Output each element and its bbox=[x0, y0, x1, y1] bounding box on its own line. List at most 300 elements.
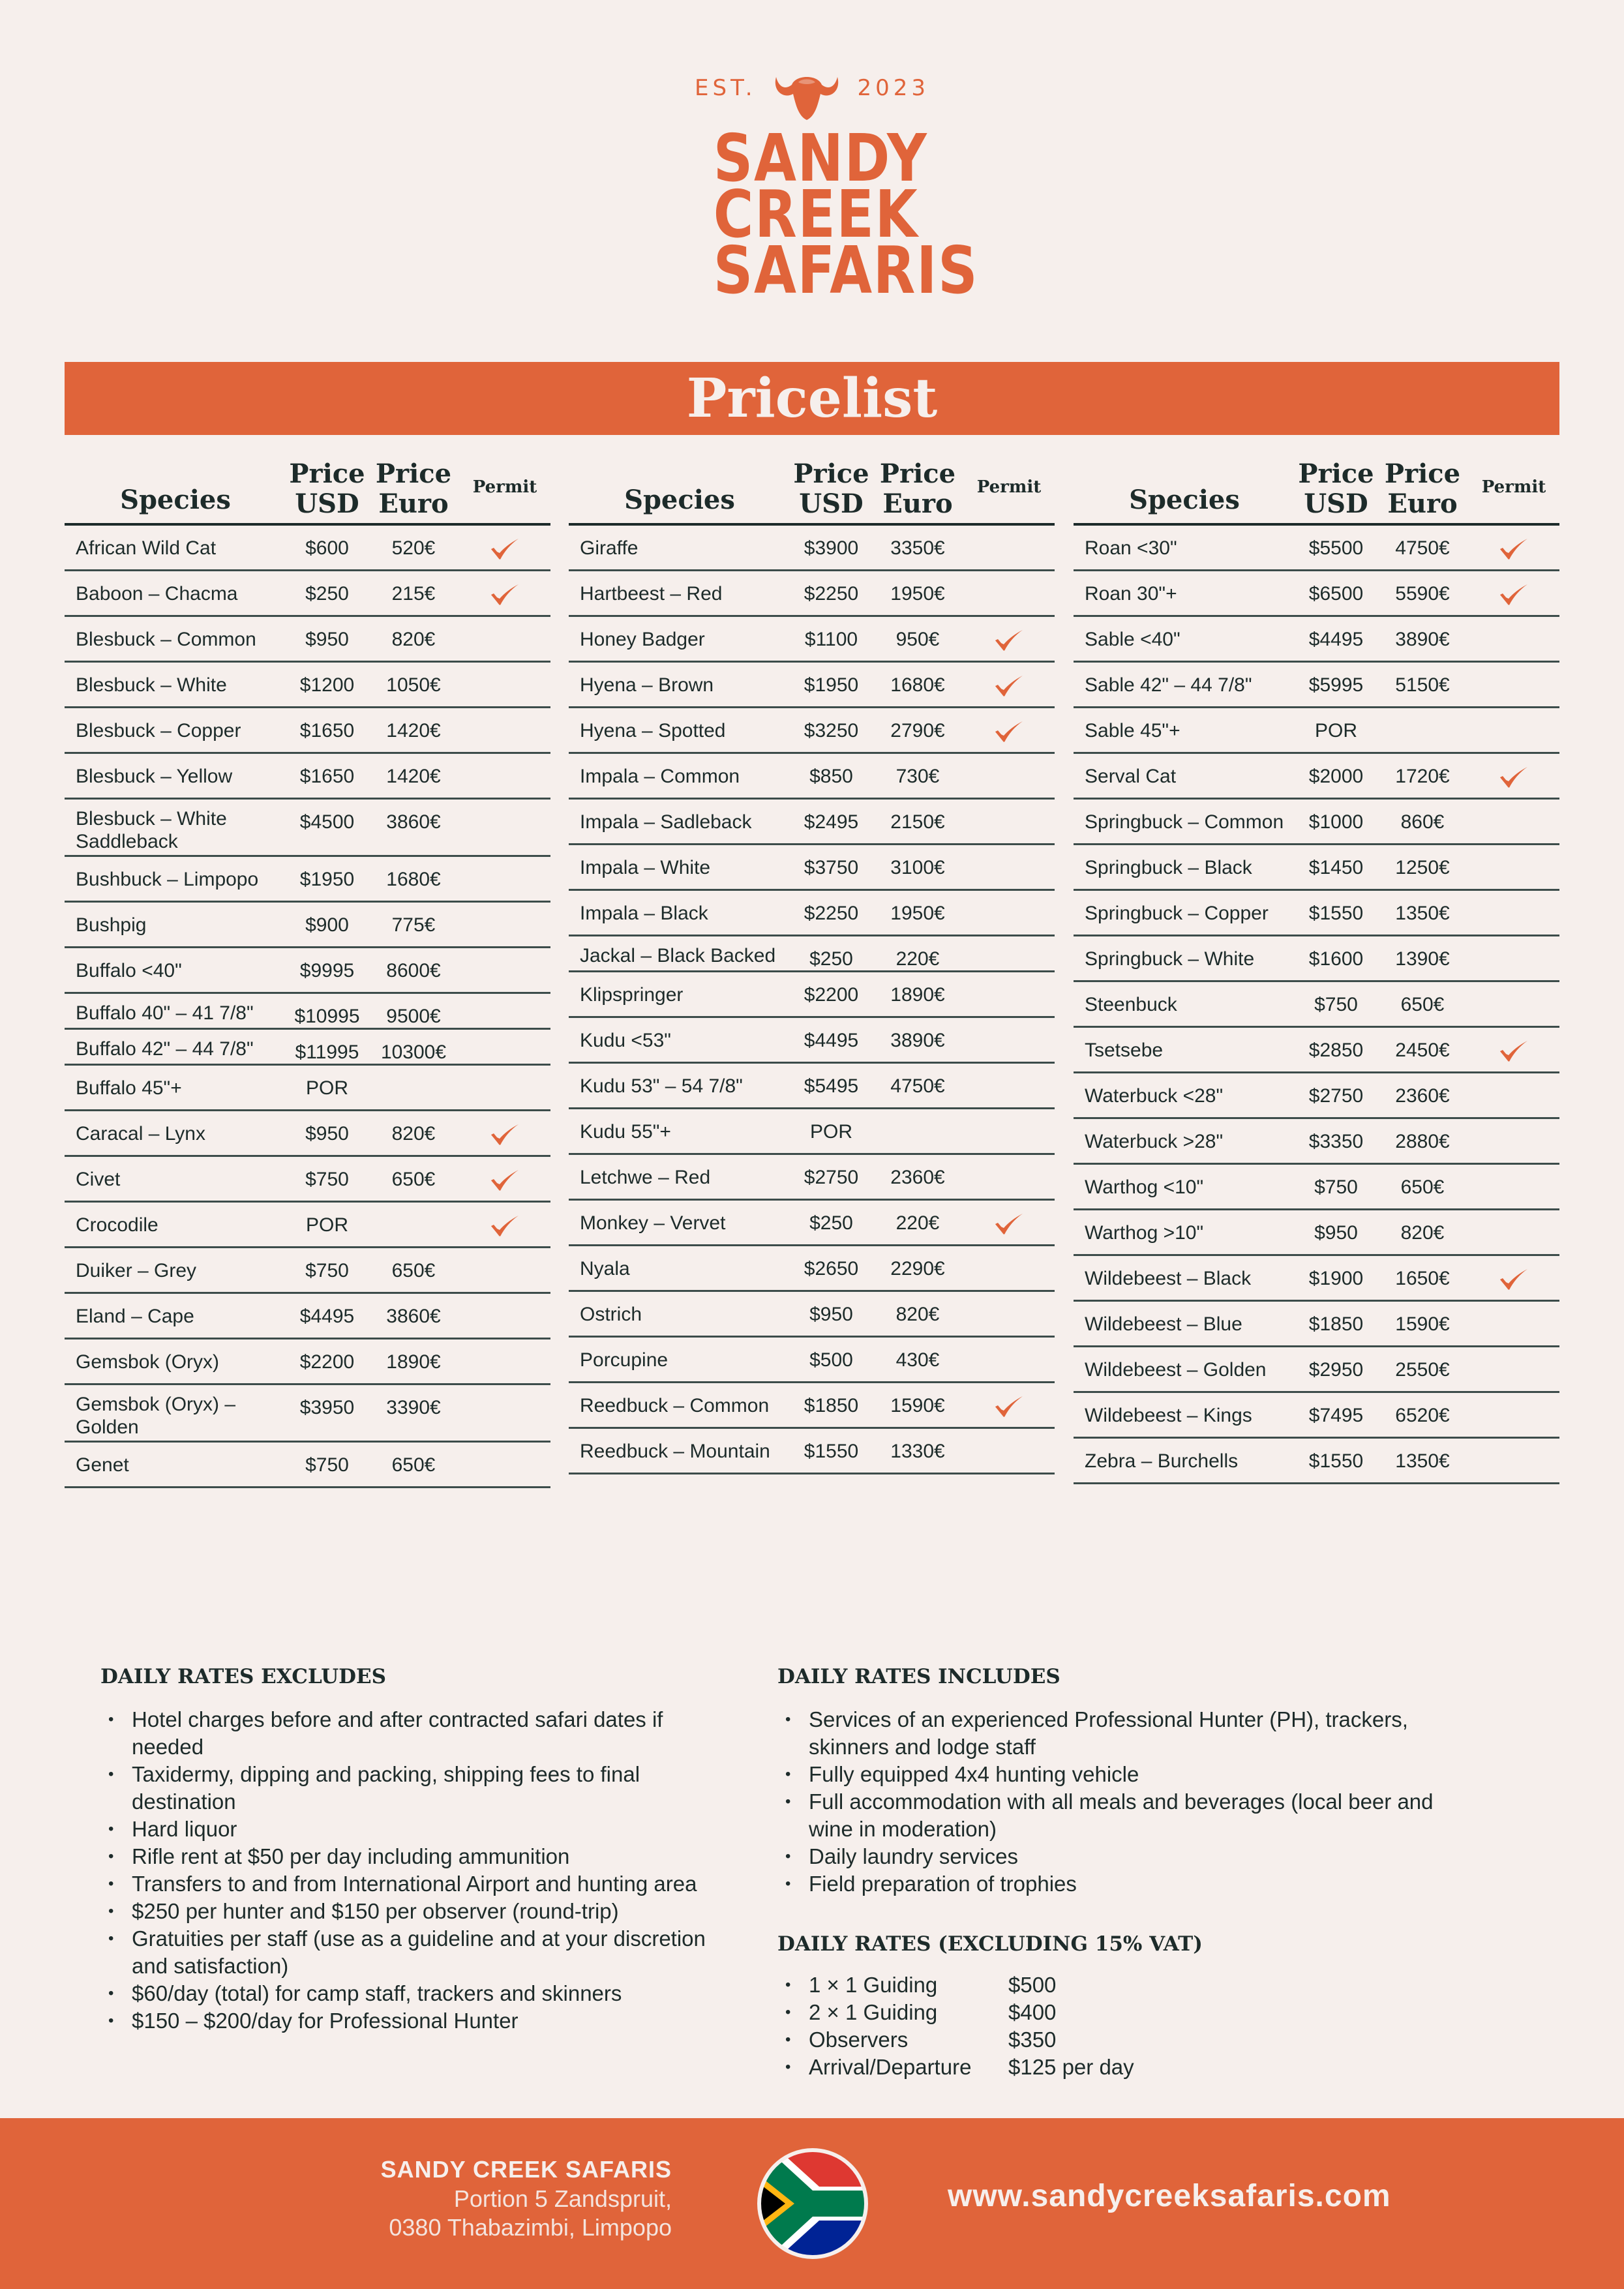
species-cell: Wildebeest – Black bbox=[1085, 1268, 1252, 1289]
permit-cell bbox=[963, 1064, 1055, 1107]
usd-cell: $1650 bbox=[299, 720, 355, 741]
euro-cell: 1680€ bbox=[890, 674, 945, 696]
permit-header: Permit bbox=[1481, 477, 1546, 497]
permit-check-icon bbox=[1499, 1268, 1529, 1293]
table-row bbox=[569, 617, 1055, 663]
table-row bbox=[65, 1248, 550, 1294]
species-cell: Warthog >10" bbox=[1085, 1222, 1204, 1244]
rate-value: $400 bbox=[1008, 2000, 1057, 2024]
euro-cell: 8600€ bbox=[386, 960, 441, 981]
permit-cell bbox=[1468, 800, 1559, 843]
rate-item bbox=[777, 2026, 1134, 2054]
permit-cell bbox=[1468, 1393, 1559, 1437]
species-cell: Serval Cat bbox=[1085, 766, 1177, 787]
species-cell: Impala – Common bbox=[580, 766, 740, 787]
table-row bbox=[65, 903, 550, 948]
usd-cell: $600 bbox=[305, 537, 349, 559]
permit-cell bbox=[963, 1018, 1055, 1062]
rate-label: • Arrival/Departure bbox=[809, 2055, 972, 2079]
usd-cell: $1850 bbox=[1308, 1313, 1364, 1335]
species-cell: Letchwe – Red bbox=[580, 1167, 711, 1188]
species-cell: Waterbuck >28" bbox=[1085, 1131, 1224, 1152]
permit-cell bbox=[963, 1246, 1055, 1290]
pricelist-banner: Pricelist bbox=[65, 362, 1559, 435]
table-row bbox=[65, 571, 550, 617]
table-row bbox=[1074, 571, 1559, 617]
euro-cell: 3860€ bbox=[386, 1306, 441, 1327]
table-row bbox=[65, 800, 550, 857]
usd-cell: $10995 bbox=[294, 1006, 360, 1027]
usd-cell: $9995 bbox=[299, 960, 355, 981]
euro-cell: 10300€ bbox=[380, 1041, 447, 1063]
euro-cell: 1890€ bbox=[890, 984, 945, 1006]
usd-cell: $1550 bbox=[804, 1441, 859, 1462]
species-cell: Roan 30"+ bbox=[1085, 583, 1177, 605]
permit-cell bbox=[1468, 663, 1559, 706]
euro-cell: 1350€ bbox=[1395, 1450, 1450, 1472]
permit-check-icon bbox=[490, 583, 520, 608]
usd-cell: $3250 bbox=[804, 720, 859, 741]
species-cell: Reedbuck – Mountain bbox=[580, 1441, 770, 1462]
table-row bbox=[569, 1155, 1055, 1201]
table-row bbox=[1074, 1256, 1559, 1302]
euro-cell: 4750€ bbox=[890, 1075, 945, 1097]
usd-cell: $2750 bbox=[1308, 1085, 1364, 1107]
euro-cell: 1350€ bbox=[1395, 903, 1450, 924]
table-row bbox=[569, 891, 1055, 936]
table-row bbox=[65, 948, 550, 994]
species-cell: Crocodile bbox=[76, 1214, 158, 1236]
species-header: Species bbox=[1129, 485, 1240, 515]
usd-cell: $2000 bbox=[1308, 766, 1364, 787]
permit-check-icon bbox=[994, 629, 1024, 653]
table-row bbox=[569, 708, 1055, 754]
permit-cell bbox=[1468, 571, 1559, 615]
table-row bbox=[1074, 1210, 1559, 1256]
usd-header: Price USD bbox=[793, 458, 869, 519]
table-row bbox=[65, 1030, 550, 1066]
euro-cell: 650€ bbox=[391, 1260, 436, 1281]
species-cell: Civet bbox=[76, 1169, 121, 1190]
species-cell: Springbuck – Common bbox=[1085, 811, 1284, 833]
permit-check-icon bbox=[490, 537, 520, 562]
euro-cell: 1390€ bbox=[1395, 948, 1450, 970]
species-cell: Roan <30" bbox=[1085, 537, 1177, 559]
permit-cell bbox=[1468, 1347, 1559, 1391]
rate-value: $350 bbox=[1008, 2027, 1057, 2052]
euro-cell: 1420€ bbox=[386, 766, 441, 787]
usd-cell: $250 bbox=[305, 583, 349, 605]
permit-cell bbox=[459, 857, 550, 901]
species-cell: Tsetsebe bbox=[1085, 1040, 1164, 1061]
table-row bbox=[569, 1109, 1055, 1155]
table-row bbox=[1074, 617, 1559, 663]
species-cell: Nyala bbox=[580, 1258, 630, 1279]
table-row bbox=[1074, 936, 1559, 982]
usd-cell: POR bbox=[809, 1121, 852, 1143]
permit-cell bbox=[459, 1294, 550, 1338]
permit-check-icon bbox=[490, 1169, 520, 1193]
table-row bbox=[65, 663, 550, 708]
footer-company-name: SANDY CREEK SAFARIS bbox=[380, 2156, 672, 2183]
includes-item: • Services of an experienced Professional Hunter (PH), trackers, skinners and lodge staff bbox=[777, 1706, 1469, 1761]
permit-cell bbox=[963, 754, 1055, 798]
rates-list bbox=[777, 1971, 1134, 2081]
euro-cell: 650€ bbox=[391, 1454, 436, 1476]
permit-cell bbox=[963, 936, 1055, 970]
permit-cell bbox=[963, 1201, 1055, 1244]
euro-cell: 1590€ bbox=[1395, 1313, 1450, 1335]
usd-cell: $2750 bbox=[804, 1167, 859, 1188]
includes-item: • Daily laundry services bbox=[777, 1843, 1469, 1870]
permit-cell bbox=[1468, 1302, 1559, 1345]
permit-cell bbox=[1468, 845, 1559, 889]
euro-cell: 2450€ bbox=[1395, 1040, 1450, 1061]
table-row bbox=[1074, 1119, 1559, 1165]
species-cell: Impala – Sadleback bbox=[580, 811, 752, 833]
excludes-item: • Hotel charges before and after contracted safari dates if needed bbox=[100, 1706, 727, 1761]
euro-cell: 1890€ bbox=[386, 1351, 441, 1373]
usd-cell: $1650 bbox=[299, 766, 355, 787]
permit-cell bbox=[459, 1339, 550, 1383]
usd-cell: $2200 bbox=[299, 1351, 355, 1373]
species-cell: Ostrich bbox=[580, 1304, 642, 1325]
euro-cell: 520€ bbox=[391, 537, 436, 559]
rate-value: $125 per day bbox=[1008, 2055, 1134, 2079]
rate-item bbox=[777, 1999, 1134, 2026]
table-header bbox=[65, 456, 550, 526]
euro-cell: 1590€ bbox=[890, 1395, 945, 1416]
table-row bbox=[569, 1292, 1055, 1338]
table-row bbox=[65, 754, 550, 800]
permit-cell bbox=[963, 526, 1055, 569]
species-header: Species bbox=[624, 485, 735, 515]
euro-cell bbox=[368, 1066, 459, 1109]
table-row bbox=[1074, 982, 1559, 1028]
rate-item bbox=[777, 1971, 1134, 1999]
table-row bbox=[65, 526, 550, 571]
usd-cell: $4495 bbox=[299, 1306, 355, 1327]
euro-cell: 950€ bbox=[895, 629, 940, 650]
euro-cell: 5590€ bbox=[1395, 583, 1450, 605]
excludes-heading: DAILY RATES EXCLUDES bbox=[100, 1665, 387, 1688]
euro-cell: 2150€ bbox=[890, 811, 945, 833]
species-cell: Jackal – Black Backed bbox=[580, 945, 776, 966]
euro-header: Price Euro bbox=[1384, 458, 1461, 519]
euro-cell: 2790€ bbox=[890, 720, 945, 741]
euro-cell: 1330€ bbox=[890, 1441, 945, 1462]
table-row bbox=[1074, 663, 1559, 708]
usd-cell: $1450 bbox=[1308, 857, 1364, 878]
table-row bbox=[1074, 1073, 1559, 1119]
permit-check-icon bbox=[994, 1212, 1024, 1237]
usd-cell: $4500 bbox=[299, 811, 355, 833]
usd-cell: $1000 bbox=[1308, 811, 1364, 833]
table-row bbox=[65, 1339, 550, 1385]
usd-cell: $500 bbox=[809, 1349, 853, 1371]
permit-cell bbox=[1468, 1439, 1559, 1482]
usd-cell: POR bbox=[1314, 720, 1357, 741]
usd-cell: $6500 bbox=[1308, 583, 1364, 605]
euro-cell: 3860€ bbox=[386, 811, 441, 833]
usd-cell: $1550 bbox=[1308, 903, 1364, 924]
euro-header: Price Euro bbox=[879, 458, 956, 519]
species-cell: Warthog <10" bbox=[1085, 1176, 1204, 1198]
permit-cell bbox=[963, 1429, 1055, 1473]
table-row bbox=[1074, 1302, 1559, 1347]
species-cell: Hyena – Spotted bbox=[580, 720, 726, 741]
table-row bbox=[1074, 800, 1559, 845]
usd-cell: $5500 bbox=[1308, 537, 1364, 559]
usd-cell: $1950 bbox=[299, 869, 355, 890]
usd-cell: $2850 bbox=[1308, 1040, 1364, 1061]
euro-cell: 4750€ bbox=[1395, 537, 1450, 559]
permit-cell bbox=[459, 708, 550, 752]
species-cell: Bushpig bbox=[76, 914, 147, 936]
euro-cell: 775€ bbox=[391, 914, 436, 936]
species-cell: Hartbeest – Red bbox=[580, 583, 723, 605]
table-row bbox=[65, 1111, 550, 1157]
permit-cell bbox=[459, 903, 550, 946]
includes-heading: DAILY RATES INCLUDES bbox=[777, 1665, 1060, 1688]
table-row bbox=[65, 708, 550, 754]
footer-address-line-1: Portion 5 Zandspruit, bbox=[453, 2185, 672, 2212]
euro-cell: 220€ bbox=[895, 948, 940, 970]
species-cell: Gemsbok (Oryx) – Golden bbox=[76, 1394, 236, 1438]
species-cell: Kudu <53" bbox=[580, 1030, 671, 1051]
table-row bbox=[569, 1338, 1055, 1383]
permit-cell bbox=[459, 1066, 550, 1109]
species-cell: Klipspringer bbox=[580, 984, 684, 1006]
euro-cell: 730€ bbox=[895, 766, 940, 787]
usd-cell: $3750 bbox=[804, 857, 859, 878]
table-row bbox=[1074, 845, 1559, 891]
excludes-item: • $150 – $200/day for Professional Hunter bbox=[100, 2007, 727, 2035]
usd-cell: $3950 bbox=[299, 1397, 355, 1418]
permit-cell bbox=[1468, 891, 1559, 935]
table-row bbox=[569, 1429, 1055, 1474]
usd-cell: $750 bbox=[305, 1260, 349, 1281]
usd-cell: $1550 bbox=[1308, 1450, 1364, 1472]
permit-cell bbox=[1468, 1210, 1559, 1254]
permit-cell bbox=[459, 663, 550, 706]
species-cell: Eland – Cape bbox=[76, 1306, 194, 1327]
permit-cell bbox=[459, 526, 550, 569]
euro-cell: 820€ bbox=[391, 1123, 436, 1144]
usd-cell: $250 bbox=[809, 1212, 853, 1234]
permit-cell bbox=[963, 1383, 1055, 1427]
species-cell: Wildebeest – Golden bbox=[1085, 1359, 1267, 1381]
usd-cell: POR bbox=[305, 1214, 348, 1236]
table-header bbox=[1074, 456, 1559, 526]
rate-item bbox=[777, 2054, 1134, 2081]
table-row bbox=[1074, 708, 1559, 754]
euro-cell: 3100€ bbox=[890, 857, 945, 878]
euro-cell: 1680€ bbox=[386, 869, 441, 890]
permit-cell bbox=[1468, 754, 1559, 798]
includes-item: • Fully equipped 4x4 hunting vehicle bbox=[777, 1761, 1469, 1788]
euro-cell: 2550€ bbox=[1395, 1359, 1450, 1381]
excludes-list bbox=[100, 1706, 727, 2035]
euro-cell bbox=[1377, 708, 1468, 752]
permit-cell bbox=[459, 1157, 550, 1201]
permit-cell bbox=[963, 845, 1055, 889]
permit-cell bbox=[963, 708, 1055, 752]
species-cell: Porcupine bbox=[580, 1349, 669, 1371]
euro-cell: 3890€ bbox=[1395, 629, 1450, 650]
euro-cell: 860€ bbox=[1400, 811, 1445, 833]
logo bbox=[695, 55, 979, 308]
species-cell: Gemsbok (Oryx) bbox=[76, 1351, 220, 1373]
price-table-2 bbox=[569, 456, 1055, 1474]
euro-cell: 6520€ bbox=[1395, 1405, 1450, 1426]
species-cell: Buffalo <40" bbox=[76, 960, 182, 981]
logo-wordmark-line-3: SAFARIS bbox=[713, 232, 979, 308]
species-cell: Springbuck – Black bbox=[1085, 857, 1252, 878]
usd-cell: $2495 bbox=[804, 811, 859, 833]
table-row bbox=[569, 936, 1055, 972]
species-cell: Wildebeest – Kings bbox=[1085, 1405, 1252, 1426]
table-row bbox=[1074, 526, 1559, 571]
footer bbox=[0, 2118, 1624, 2289]
species-cell: Honey Badger bbox=[580, 629, 705, 650]
table-row bbox=[65, 1385, 550, 1443]
species-cell: Impala – White bbox=[580, 857, 711, 878]
permit-check-icon bbox=[1499, 537, 1529, 562]
table-row bbox=[1074, 1165, 1559, 1210]
table-row bbox=[65, 617, 550, 663]
species-cell: Sable 45"+ bbox=[1085, 720, 1180, 741]
table-row bbox=[1074, 1393, 1559, 1439]
usd-cell: $1900 bbox=[1308, 1268, 1364, 1289]
euro-cell: 2290€ bbox=[890, 1258, 945, 1279]
species-cell: Kudu 53" – 54 7/8" bbox=[580, 1075, 743, 1097]
euro-cell: 1720€ bbox=[1395, 766, 1450, 787]
permit-check-icon bbox=[1499, 766, 1529, 790]
table-row bbox=[65, 857, 550, 903]
usd-cell: $950 bbox=[1314, 1222, 1358, 1244]
euro-cell bbox=[872, 1109, 963, 1153]
euro-cell: 5150€ bbox=[1395, 674, 1450, 696]
permit-cell bbox=[963, 617, 1055, 661]
permit-check-icon bbox=[490, 1214, 520, 1239]
euro-cell bbox=[368, 1203, 459, 1246]
usd-cell: $950 bbox=[809, 1304, 853, 1325]
species-cell: Blesbuck – Common bbox=[76, 629, 256, 650]
usd-cell: $5995 bbox=[1308, 674, 1364, 696]
usd-cell: $11995 bbox=[295, 1041, 359, 1063]
usd-cell: $2250 bbox=[804, 903, 859, 924]
permit-cell bbox=[459, 994, 550, 1028]
table-row bbox=[1074, 754, 1559, 800]
euro-cell: 1650€ bbox=[1395, 1268, 1450, 1289]
species-cell: Kudu 55"+ bbox=[580, 1121, 671, 1143]
permit-cell bbox=[459, 1203, 550, 1246]
permit-cell bbox=[963, 972, 1055, 1016]
buffalo-head-icon bbox=[771, 65, 843, 124]
euro-cell: 9500€ bbox=[386, 1006, 441, 1027]
usd-cell: $850 bbox=[809, 766, 853, 787]
species-cell: Duiker – Grey bbox=[76, 1260, 197, 1281]
species-cell: Hyena – Brown bbox=[580, 674, 714, 696]
usd-cell: $750 bbox=[305, 1454, 349, 1476]
permit-cell bbox=[459, 1248, 550, 1292]
table-row bbox=[569, 1064, 1055, 1109]
species-cell: Waterbuck <28" bbox=[1085, 1085, 1224, 1107]
table-row bbox=[569, 754, 1055, 800]
usd-cell: $5495 bbox=[804, 1075, 859, 1097]
table-row bbox=[65, 1443, 550, 1488]
logo-wordmark-line-2: CREEK bbox=[713, 176, 919, 252]
permit-cell bbox=[963, 663, 1055, 706]
species-cell: Monkey – Vervet bbox=[580, 1212, 726, 1234]
permit-cell bbox=[1468, 1165, 1559, 1208]
footer-website-link[interactable]: www.sandycreeksafaris.com bbox=[948, 2179, 1391, 2213]
euro-cell: 820€ bbox=[1400, 1222, 1445, 1244]
euro-header: Price Euro bbox=[375, 458, 452, 519]
usd-header: Price USD bbox=[289, 458, 365, 519]
footer-address-block bbox=[381, 2155, 672, 2242]
species-cell: Baboon – Chacma bbox=[76, 583, 238, 605]
species-cell: Blesbuck – Copper bbox=[76, 720, 241, 741]
euro-cell: 3350€ bbox=[890, 537, 945, 559]
excludes-item: • $250 per hunter and $150 per observer (round-trip) bbox=[100, 1898, 727, 1925]
euro-cell: 1950€ bbox=[890, 903, 945, 924]
permit-cell bbox=[459, 1385, 550, 1441]
euro-cell: 220€ bbox=[895, 1212, 940, 1234]
permit-cell bbox=[459, 1111, 550, 1155]
excludes-item: • Rifle rent at $50 per day including ammunition bbox=[100, 1843, 727, 1870]
permit-cell bbox=[1468, 936, 1559, 980]
euro-cell: 1420€ bbox=[386, 720, 441, 741]
rate-label: • 2 × 1 Guiding bbox=[809, 2000, 938, 2024]
species-cell: Springbuck – White bbox=[1085, 948, 1255, 970]
species-header: Species bbox=[120, 485, 231, 515]
species-cell: Sable <40" bbox=[1085, 629, 1180, 650]
table-row bbox=[569, 571, 1055, 617]
permit-check-icon bbox=[994, 720, 1024, 745]
species-cell: Buffalo 45"+ bbox=[76, 1077, 182, 1099]
permit-cell bbox=[459, 800, 550, 855]
permit-header: Permit bbox=[472, 477, 537, 497]
price-table-3 bbox=[1074, 456, 1559, 1484]
usd-cell: $1200 bbox=[299, 674, 355, 696]
euro-cell: 2360€ bbox=[890, 1167, 945, 1188]
usd-cell: $3900 bbox=[804, 537, 859, 559]
logo-wordmark-line-1: SANDY bbox=[713, 120, 928, 196]
euro-cell: 3890€ bbox=[890, 1030, 945, 1051]
permit-cell bbox=[1468, 1119, 1559, 1163]
usd-cell: $750 bbox=[1314, 994, 1358, 1015]
euro-cell: 1250€ bbox=[1395, 857, 1450, 878]
euro-cell: 650€ bbox=[1400, 1176, 1445, 1198]
species-cell: Steenbuck bbox=[1085, 994, 1177, 1015]
usd-cell: $950 bbox=[305, 1123, 349, 1144]
usd-cell: $2950 bbox=[1308, 1359, 1364, 1381]
permit-cell bbox=[1468, 708, 1559, 752]
permit-cell bbox=[459, 1030, 550, 1064]
usd-cell: $1100 bbox=[804, 629, 858, 650]
table-row bbox=[1074, 891, 1559, 936]
rate-label: • Observers bbox=[809, 2027, 909, 2052]
table-row bbox=[569, 1246, 1055, 1292]
rate-label: • 1 × 1 Guiding bbox=[809, 1973, 938, 1997]
table-header bbox=[569, 456, 1055, 526]
usd-cell: $250 bbox=[809, 948, 853, 970]
species-cell: Zebra – Burchells bbox=[1085, 1450, 1239, 1472]
footer-address-line-2: 0380 Thabazimbi, Limpopo bbox=[389, 2214, 672, 2241]
usd-cell: $750 bbox=[1314, 1176, 1358, 1198]
